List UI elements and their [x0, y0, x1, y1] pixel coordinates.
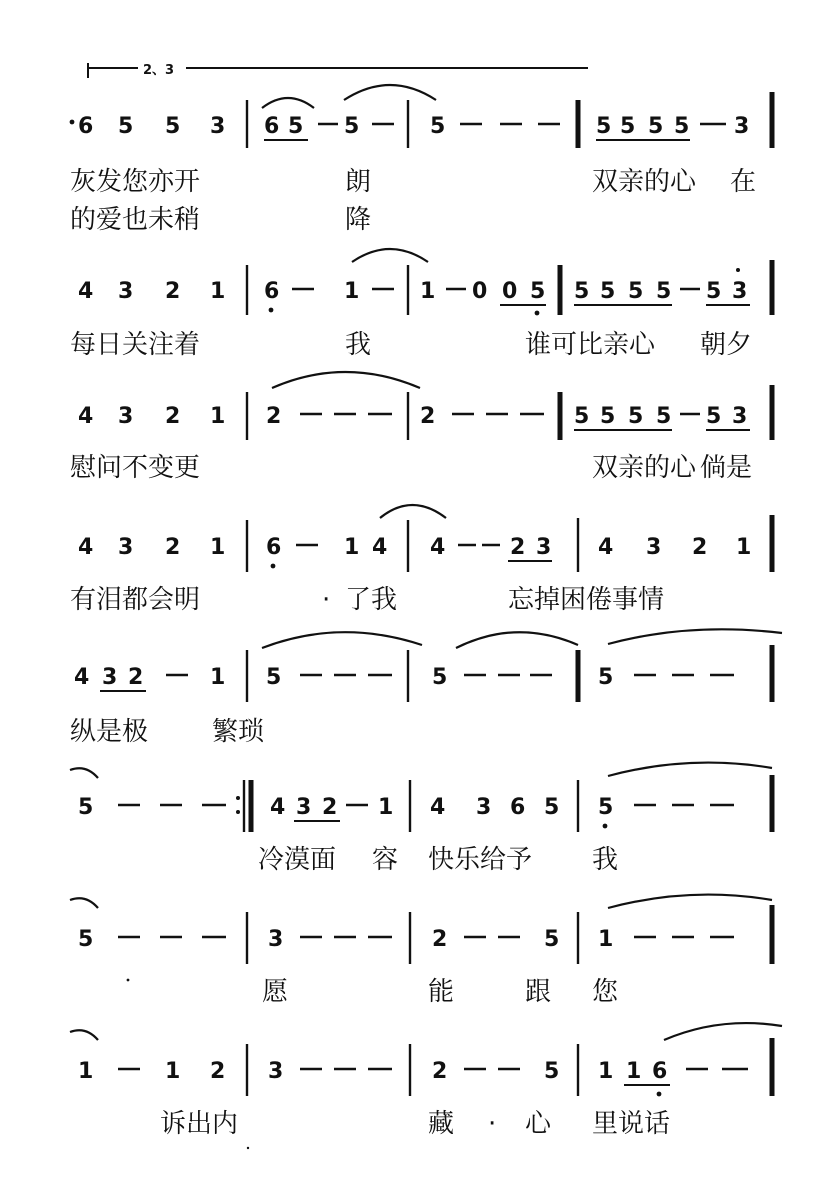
note: 1: [165, 1059, 181, 1084]
note: 2: [420, 404, 436, 429]
note: 2: [165, 535, 181, 560]
tie: [380, 505, 446, 518]
system-3: [70, 372, 772, 483]
measure-4-4: [598, 535, 751, 560]
lyric: 朗: [345, 167, 372, 197]
lyric: 心: [525, 1109, 552, 1139]
note: 5: [620, 114, 636, 139]
measure-2-4: [574, 268, 750, 305]
note: 4: [598, 535, 614, 560]
note: 2: [692, 535, 708, 560]
note: 5: [432, 665, 448, 690]
note: 5: [574, 279, 590, 304]
note: 5: [288, 114, 304, 139]
note: 5: [596, 114, 612, 139]
measure-8-2: [268, 1059, 392, 1084]
measure-8-4: [598, 1023, 782, 1096]
lyric: 愿: [262, 977, 289, 1007]
note: 3: [210, 114, 226, 139]
measure-6-4: [598, 763, 772, 829]
lyric: 有泪都会明: [70, 585, 201, 615]
note: 2: [165, 279, 181, 304]
note: 4: [270, 795, 286, 820]
note: 5: [574, 404, 590, 429]
note: 1: [210, 279, 226, 304]
note: 5: [598, 665, 614, 690]
print-speck: [127, 979, 130, 982]
note: 4: [430, 795, 446, 820]
lyric: ·: [488, 1109, 497, 1139]
note: 3: [102, 665, 118, 690]
note: 2: [432, 927, 448, 952]
note: 1: [344, 535, 360, 560]
note: 5: [544, 1059, 560, 1084]
measure-1-2: [262, 85, 436, 140]
note: 2: [165, 404, 181, 429]
note: 3: [268, 927, 284, 952]
note: 1: [736, 535, 752, 560]
measure-3-3: [420, 404, 544, 429]
lyric: 里说话: [592, 1109, 671, 1139]
lower-octave-dot: [603, 824, 608, 829]
lyrics-line-1: [262, 977, 619, 1007]
note: 1: [210, 404, 226, 429]
lyric: 繁琐: [212, 717, 265, 747]
note: 6: [78, 114, 94, 139]
note: 5: [706, 404, 722, 429]
lyrics-line-1: [258, 845, 618, 875]
measure-1-4: [596, 114, 749, 140]
measure-5-1: [74, 665, 225, 691]
measure-1-1: [70, 114, 226, 139]
lyric: ·: [322, 585, 331, 615]
measure-3-1: [78, 404, 225, 429]
measure-2-2: [264, 249, 428, 312]
note: 5: [118, 114, 134, 139]
note: 3: [734, 114, 750, 139]
note: 1: [378, 795, 394, 820]
note: 4: [78, 535, 94, 560]
tie-continuation: [70, 1030, 98, 1040]
lyric: 忘掉困倦事情: [508, 585, 665, 615]
note: 3: [732, 404, 748, 429]
measure-5-4: [598, 629, 782, 690]
note: 1: [344, 279, 360, 304]
note: 3: [732, 279, 748, 304]
note: 1: [420, 279, 436, 304]
upper-octave-dot: [736, 268, 740, 272]
lyric: 容: [372, 845, 399, 875]
note: 3: [118, 535, 134, 560]
measure-5-2: [262, 632, 422, 690]
lyric: 倘是: [700, 453, 753, 483]
tie: [352, 249, 428, 262]
measure-4-1: [78, 535, 225, 560]
note: 4: [74, 665, 90, 690]
repeat-dot: [236, 810, 240, 814]
note: 3: [476, 795, 492, 820]
note: 2: [210, 1059, 226, 1084]
measure-2-1: [78, 279, 225, 304]
lyric: 藏: [428, 1109, 455, 1139]
lyric: 谁可比亲心: [525, 330, 656, 360]
measure-7-2: [268, 927, 392, 952]
note: 3: [536, 535, 552, 560]
system-6: [70, 763, 772, 875]
note: 1: [78, 1059, 94, 1084]
tie: [272, 372, 420, 388]
lower-octave-dot: [269, 308, 274, 313]
note: 5: [648, 114, 664, 139]
note: 5: [165, 114, 181, 139]
tie: [608, 629, 782, 644]
note: 1: [598, 927, 614, 952]
lower-octave-dot: [535, 311, 540, 316]
note: 5: [674, 114, 690, 139]
note: 5: [656, 404, 672, 429]
repeat-dot: [236, 796, 240, 800]
lyrics-line-1: [70, 167, 756, 197]
tie: [262, 632, 422, 648]
lyric: 的爱也未稍: [70, 205, 201, 235]
note: 5: [628, 404, 644, 429]
measure-4-3: [430, 535, 552, 561]
measure-3-4: [574, 404, 750, 430]
note: 4: [430, 535, 446, 560]
note: 6: [264, 114, 280, 139]
note: 4: [372, 535, 388, 560]
measure-8-1: [78, 1059, 225, 1084]
measure-6-3: [430, 795, 559, 820]
lyric: 诉出内: [160, 1109, 239, 1139]
tie: [664, 1023, 782, 1040]
lyric: 灰发您亦开: [70, 167, 201, 197]
tie: [456, 632, 578, 648]
print-speck: [247, 1147, 249, 1149]
lyric: 双亲的心: [592, 167, 697, 197]
staccato-dot: [70, 120, 75, 125]
lyric: 纵是极: [70, 717, 149, 747]
system-7: [70, 895, 772, 1007]
system-2: [70, 249, 772, 360]
note: 3: [118, 279, 134, 304]
note: 5: [628, 279, 644, 304]
note: 5: [78, 795, 94, 820]
lyric: 慰问不变更: [70, 453, 201, 483]
note: 6: [652, 1059, 668, 1084]
lyrics-line-1: [70, 585, 664, 615]
note: 3: [118, 404, 134, 429]
lyric: 您: [592, 977, 619, 1007]
note: 4: [78, 279, 94, 304]
note: 5: [598, 795, 614, 820]
note: 5: [706, 279, 722, 304]
note: 6: [510, 795, 526, 820]
measure-7-3: [432, 927, 559, 952]
note: 2: [432, 1059, 448, 1084]
measure-5-3: [432, 632, 578, 690]
measure-4-2: [266, 505, 446, 568]
tie: [608, 895, 772, 908]
lyric: 跟: [525, 977, 552, 1007]
tie-continuation: [70, 768, 98, 778]
lyrics-line-1: [70, 453, 752, 483]
measure-6-1: [78, 795, 240, 820]
lyric: 了我: [345, 585, 398, 615]
lower-octave-dot: [657, 1092, 662, 1097]
volta-label: 2、3: [143, 63, 175, 78]
system-4: [70, 505, 772, 615]
system-1: [70, 85, 772, 235]
measure-1-3: [430, 114, 560, 139]
note: 1: [626, 1059, 642, 1084]
measure-8-3: [432, 1059, 559, 1084]
note: 5: [430, 114, 446, 139]
note: 0: [472, 279, 488, 304]
note: 5: [656, 279, 672, 304]
note: 5: [544, 927, 560, 952]
note: 5: [344, 114, 360, 139]
measure-7-1: [78, 927, 226, 952]
tie: [344, 85, 436, 100]
lyric: 降: [345, 205, 372, 235]
measure-3-2: [266, 372, 420, 429]
note: 5: [600, 279, 616, 304]
lyric: 快乐给予: [428, 845, 533, 875]
note: 4: [78, 404, 94, 429]
note: 5: [266, 665, 282, 690]
measure-6-2: [270, 795, 393, 821]
lyric: 冷漠面: [258, 845, 337, 875]
note: 2: [510, 535, 526, 560]
lyric: 能: [428, 977, 455, 1007]
note: 2: [266, 404, 282, 429]
lyric: 朝夕: [700, 330, 753, 360]
lyric: 我: [592, 845, 619, 875]
note: 6: [266, 535, 282, 560]
system-8: [70, 1023, 782, 1139]
lyrics-line-1: [160, 1109, 670, 1139]
lyric: 双亲的心: [592, 453, 697, 483]
note: 5: [530, 279, 546, 304]
lyric: 在: [730, 167, 757, 197]
lyrics-line-2: [70, 205, 371, 235]
tie-continuation: [70, 898, 98, 908]
system-5: [70, 629, 782, 747]
note: 5: [600, 404, 616, 429]
note: 6: [264, 279, 280, 304]
note: 0: [502, 279, 518, 304]
note: 2: [128, 665, 144, 690]
note: 3: [268, 1059, 284, 1084]
note: 5: [78, 927, 94, 952]
note: 5: [544, 795, 560, 820]
note: 3: [646, 535, 662, 560]
tie: [608, 763, 772, 776]
lower-octave-dot: [271, 564, 276, 569]
slur: [262, 98, 314, 108]
note: 1: [210, 665, 226, 690]
volta-bracket: [88, 63, 588, 78]
measure-2-3: [420, 279, 546, 315]
lyrics-line-1: [70, 717, 265, 747]
lyric: 我: [345, 330, 372, 360]
note: 3: [296, 795, 312, 820]
note: 2: [322, 795, 338, 820]
lyrics-line-1: [70, 330, 752, 360]
measure-7-4: [598, 895, 772, 952]
lyric: 每日关注着: [70, 330, 201, 360]
note: 1: [598, 1059, 614, 1084]
note: 1: [210, 535, 226, 560]
